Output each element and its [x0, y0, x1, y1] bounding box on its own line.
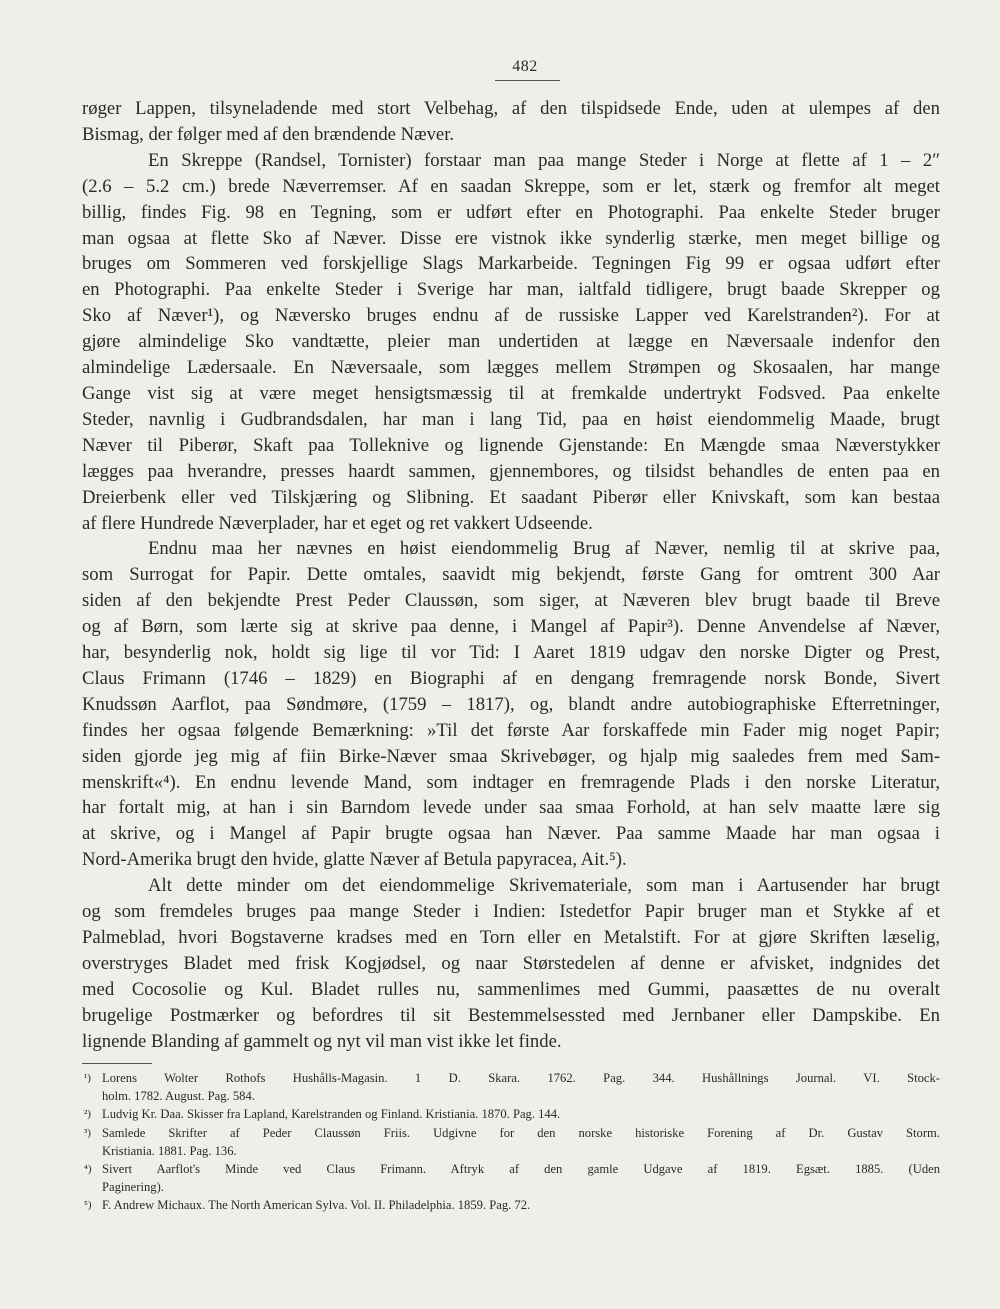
text-line: almindelige Lædersaale. En Næversaale, som lægges mellem Strømpen og Skosaalen, har mange	[82, 357, 940, 379]
footnote-mark: ⁴)	[84, 1163, 92, 1176]
text-line: som Surrogat for Papir. Dette omtales, saavidt mig bekjendt, første Gang for omtrent 300 Aar	[82, 564, 940, 586]
text-line: Bismag, der følger med af den brændende Næver.	[82, 123, 455, 145]
text-line: brugelige Postmærker og befordres til sit Bestemmelsessted med Jernbaner eller Dampskibe. En	[82, 1004, 940, 1026]
text-line: Alt dette minder om det eiendommelige Skrivemateriale, som man i Aartusender har brugt	[148, 875, 940, 897]
paragraph	[82, 536, 940, 873]
text-line: siden gjorde jeg mig af fiin Birke-Næver smaa Skrivebøger, og hjalp mig saaledes frem med Sam-	[82, 745, 940, 767]
text-line: og som fremdeles bruges paa mange Steder i Indien: Istedetfor Papir bruger man et Stykke af et	[82, 901, 940, 923]
footnote-mark: ³)	[84, 1126, 91, 1139]
text-line: røger Lappen, tilsyneladende med stort Velbehag, af den tilspidsede Ende, uden at ulempes af den	[82, 98, 940, 119]
footnote-line: Paginering).	[102, 1180, 164, 1195]
text-line: Knudssøn Aarflot, paa Søndmøre, (1759 – 1817), og, blandt andre autobiographiske Efterretninger,	[82, 693, 940, 715]
text-line: Sko af Næver¹), og Næversko bruges endnu af de russiske Lapper ved Karelstranden²). For at	[82, 305, 940, 327]
text-line: man ogsaa at flette Sko af Næver. Disse ere vistnok ikke synderlig stærke, men meget billige og	[82, 227, 940, 249]
footnote-line: Ludvig Kr. Daa. Skisser fra Lapland, Karelstranden og Finland. Kristiania. 1870. Pag. 144.	[102, 1107, 561, 1122]
text-line: Nord-Amerika brugt den hvide, glatte Næver af Betula papyracea, Ait.⁵).	[82, 849, 627, 871]
footnote-line: Samlede Skrifter af Peder Claussøn Friis. Udgivne for den norske historiske Forening af Dr. Gustav Storm.	[102, 1125, 940, 1140]
text-line: med Cocosolie og Kul. Bladet rulles nu, sammenlimes med Gummi, paasættes de nu overalt	[82, 978, 940, 1000]
footnote-line: Lorens Wolter Rothofs Hushålls-Magasin. 1 D. Skara. 1762. Pag. 344. Hushållnings Journal. VI. Stock-	[102, 1071, 940, 1085]
footnotes	[82, 1069, 940, 1215]
paragraph	[82, 873, 940, 1054]
footnote-line: Sivert Aarflot's Minde ved Claus Frimann. Aftryk af den gamle Udgave af 1819. Egsæt. 1885. (Uden	[102, 1162, 940, 1177]
footnote	[82, 1160, 940, 1196]
text-line: har, besynderlig nok, holdt sig lige til vor Tid: I Aaret 1819 udgav den norske Digter og Prest,	[82, 642, 940, 664]
footnote-line: holm. 1782. August. Pag. 584.	[102, 1089, 255, 1104]
footnote-mark: ²)	[84, 1108, 91, 1121]
paragraph	[82, 96, 940, 148]
text-line: overstryges Bladet med frisk Kogjødsel, og naar Størstedelen af denne er afvisket, indgnides det	[82, 952, 940, 974]
footnote	[82, 1124, 940, 1160]
text-line: (2.6 – 5.2 cm.) brede Næverremser. Af en saadan Skreppe, som er let, stærk og fremfor alt meget	[82, 175, 940, 197]
text-line: lægges paa hverandre, presses haardt sammen, gjennembores, og tilsidst behandles de enten paa en	[82, 460, 940, 482]
text-line: menskrift«⁴). En endnu levende Mand, som indtager en fremragende Plads i den norske Literatur,	[82, 771, 940, 793]
footnote-line: Kristiania. 1881. Pag. 136.	[102, 1143, 237, 1158]
footnote-line: F. Andrew Michaux. The North American Sylva. Vol. II. Philadelphia. 1859. Pag. 72.	[102, 1198, 531, 1213]
text-line: Steder, navnlig i Gudbrandsdalen, har man i lang Tid, paa en høist eiendommelig Maade, brugt	[82, 408, 940, 430]
text-line: at skrive, og i Mangel af Papir brugte ogsaa han Næver. Paa samme Maade har man ogsaa i	[82, 823, 940, 845]
text-line: En Skreppe (Randsel, Tornister) forstaar man paa mange Steder i Norge at flette af 1 – 2″	[148, 149, 940, 171]
footnote-rule	[82, 1063, 152, 1064]
text-line: Gange vist sig at være meget hensigtsmæssig til at fremkalde undertrykt Fodsved. Paa enkelte	[82, 382, 940, 404]
text-line: Claus Frimann (1746 – 1829) en Biographi af en dengang fremragende norsk Bonde, Sivert	[82, 667, 940, 689]
text-line: og af Børn, som lærte sig at skrive paa denne, i Mangel af Papir³). Denne Anvendelse af Næver,	[82, 616, 940, 638]
text-line: billig, findes Fig. 98 en Tegning, som er udført efter en Photographi. Paa enkelte Steder bruger	[82, 201, 940, 223]
footnote	[82, 1069, 940, 1105]
footnote	[82, 1105, 940, 1123]
text-line: Endnu maa her nævnes en høist eiendommelig Brug af Næver, nemlig til at skrive paa,	[148, 538, 940, 560]
text-line: bruges om Sommeren ved forskjellige Slags Markarbeide. Tegningen Fig 99 er ogsaa udført efter	[82, 253, 940, 275]
page-number-rule	[495, 80, 560, 81]
text-line: af flere Hundrede Næverplader, har et eget og ret vakkert Udseende.	[82, 512, 593, 534]
text-line: Palmeblad, hvori Bogstaverne kradses med en Torn eller en Metalstift. For at gjøre Skriften læselig,	[82, 927, 940, 948]
footnote-mark: ⁵)	[84, 1199, 92, 1212]
text-line: gjøre almindelige Sko vandtætte, pleier man undertiden at lægge en Næversaale indenfor den	[82, 331, 940, 353]
body-text	[82, 96, 940, 1055]
text-line: en Photographi. Paa enkelte Steder i Sverige har man, ialtfald tidligere, brugt baade Skrepper og	[82, 279, 940, 301]
text-line: lignende Blanding af gammelt og nyt vil man vist ikke let finde.	[82, 1030, 562, 1052]
paragraph	[82, 148, 940, 537]
text-line: siden af den bekjendte Prest Peder Claussøn, som siger, at Næveren blev brugt baade til Breve	[82, 590, 940, 612]
text-line: findes her ogsaa følgende Bemærkning: »Til det første Aar forskaffede min Fader mig noget Papir;	[82, 719, 940, 741]
footnote-mark: ¹)	[84, 1072, 91, 1084]
text-line: har fortalt mig, at han i sin Barndom levede under saa smaa Forhold, at han selv maatte lære sig	[82, 797, 940, 819]
text-line: Dreierbenk eller ved Tilskjæring og Slibning. Et saadant Piberør eller Knivskaft, som kan bestaa	[82, 486, 940, 508]
page-number: 482	[512, 58, 538, 75]
text-line: Næver til Piberør, Skaft paa Tolleknive og lignende Gjenstande: En Mængde smaa Næverstykker	[82, 434, 940, 456]
footnote	[82, 1196, 940, 1214]
